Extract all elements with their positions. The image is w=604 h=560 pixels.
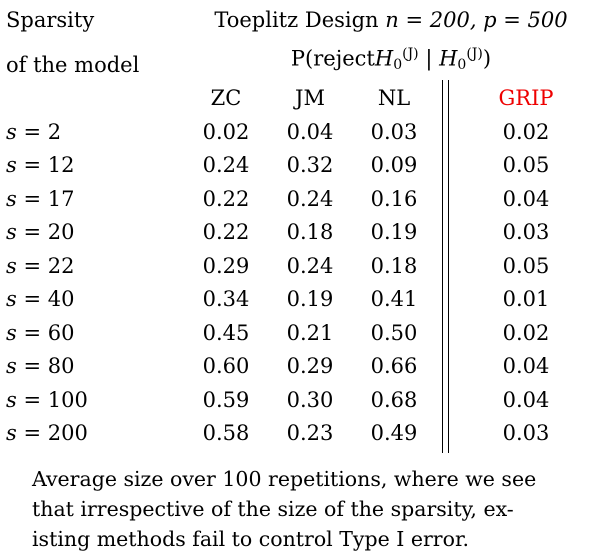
cell-zc: 0.22: [202, 186, 250, 211]
sparsity-symbol: s: [6, 354, 17, 379]
row-label-s40: [6, 283, 184, 317]
table-row: [6, 216, 598, 250]
cell-nl: 0.09: [370, 153, 418, 178]
row-label-s200: [6, 417, 184, 451]
reject-open: (reject: [305, 46, 375, 71]
sparsity-symbol: s: [6, 287, 17, 312]
double-rule-cell: [436, 417, 454, 451]
cell-grip: 0.02: [502, 320, 550, 345]
cell-grip: 0.01: [502, 287, 550, 312]
sparsity-value: = 17: [16, 186, 75, 211]
null-hypothesis-2-sub: 0: [457, 56, 467, 73]
cell-grip: 0.04: [502, 387, 550, 412]
row-label-s12: [6, 149, 184, 183]
vertical-double-rule: [442, 114, 449, 152]
column-header-jm: JM: [295, 86, 325, 111]
row-header-line-2: of the model: [6, 52, 140, 77]
cell-grip: 0.03: [502, 421, 550, 446]
sparsity-symbol: s: [6, 320, 17, 345]
sparsity-symbol: s: [6, 421, 17, 446]
results-table: [6, 4, 598, 451]
column-header-zc: ZC: [210, 86, 242, 111]
cell-nl: 0.16: [370, 186, 418, 211]
table-header-row: [6, 82, 598, 116]
cell-nl: 0.18: [370, 253, 418, 278]
double-rule-cell: [436, 283, 454, 317]
null-hypothesis-2-sup: (J): [466, 45, 483, 62]
cell-jm: 0.23: [286, 421, 334, 446]
cell-jm: 0.30: [286, 387, 334, 412]
vertical-double-rule: [442, 181, 449, 219]
table-title-row-1: [6, 4, 598, 38]
cell-zc: 0.22: [202, 220, 250, 245]
sparsity-value: = 20: [16, 220, 75, 245]
design-title-text: Toeplitz Design: [214, 8, 386, 32]
cell-nl: 0.41: [370, 287, 418, 312]
reject-close: ): [482, 46, 492, 71]
null-hypothesis-1: H: [374, 46, 394, 71]
table-row: [6, 183, 598, 217]
sparsity-value: = 2: [16, 119, 62, 144]
cell-grip: 0.05: [502, 253, 550, 278]
cell-grip: 0.05: [502, 153, 550, 178]
table-row: [6, 116, 598, 150]
table-row: [6, 283, 598, 317]
probability-symbol: P: [290, 46, 306, 71]
sparsity-symbol: s: [6, 387, 17, 412]
cell-zc: 0.24: [202, 153, 250, 178]
cell-jm: 0.19: [286, 287, 334, 312]
sparsity-symbol: s: [6, 253, 17, 278]
design-p: p = 500: [483, 8, 568, 32]
cell-grip: 0.04: [502, 186, 550, 211]
cell-zc: 0.29: [202, 253, 250, 278]
vertical-double-rule: [442, 315, 449, 353]
probability-expression: [184, 38, 598, 83]
double-rule-cell: [436, 250, 454, 284]
cell-zc: 0.02: [202, 119, 250, 144]
cell-zc: 0.60: [202, 354, 250, 379]
row-label-s80: [6, 350, 184, 384]
cell-jm: 0.24: [286, 186, 334, 211]
conditional-bar: |: [418, 46, 440, 71]
cell-grip: 0.03: [502, 220, 550, 245]
table-row: [6, 317, 598, 351]
cell-grip: 0.04: [502, 354, 550, 379]
sparsity-value: = 200: [16, 421, 88, 446]
cell-jm: 0.24: [286, 253, 334, 278]
vertical-double-rule: [442, 348, 449, 386]
cell-nl: 0.50: [370, 320, 418, 345]
vertical-double-rule: [442, 147, 449, 185]
caption-line-3: isting methods fail to control Type I error.: [32, 526, 470, 551]
cell-jm: 0.29: [286, 354, 334, 379]
sparsity-value: = 60: [16, 320, 75, 345]
cell-grip: 0.02: [502, 119, 550, 144]
table-row: [6, 417, 598, 451]
row-label-s20: [6, 216, 184, 250]
caption-line-1: Average size over 100 repetitions, where we see: [32, 466, 537, 491]
cell-nl: 0.68: [370, 387, 418, 412]
cell-jm: 0.32: [286, 153, 334, 178]
cell-jm: 0.04: [286, 119, 334, 144]
sparsity-value: = 80: [16, 354, 75, 379]
table-title-row-2: [6, 38, 598, 83]
sparsity-symbol: s: [6, 220, 17, 245]
cell-nl: 0.66: [370, 354, 418, 379]
vertical-double-rule: [442, 214, 449, 252]
vertical-double-rule: [442, 80, 449, 118]
row-label-s2: [6, 116, 184, 150]
null-hypothesis-2: H: [439, 46, 458, 71]
double-rule-cell: [436, 116, 454, 150]
double-rule-cell: [436, 317, 454, 351]
column-header-nl: NL: [377, 86, 411, 111]
design-title: [184, 4, 598, 38]
column-header-grip: GRIP: [498, 86, 554, 111]
table-row: [6, 149, 598, 183]
cell-zc: 0.34: [202, 287, 250, 312]
sparsity-symbol: s: [6, 119, 17, 144]
caption-line-2: that irrespective of the size of the sparsity, ex-: [32, 496, 514, 521]
cell-nl: 0.03: [370, 119, 418, 144]
sparsity-value: = 22: [16, 253, 75, 278]
row-label-s22: [6, 250, 184, 284]
design-n: n = 200,: [385, 8, 484, 32]
cell-jm: 0.18: [286, 220, 334, 245]
sparsity-symbol: s: [6, 153, 17, 178]
cell-zc: 0.59: [202, 387, 250, 412]
vertical-double-rule: [442, 382, 449, 420]
header-blank: [6, 82, 184, 116]
table-row: [6, 350, 598, 384]
null-hypothesis-1-sub: 0: [393, 56, 403, 73]
double-rule-cell: [436, 350, 454, 384]
double-rule-cell: [436, 384, 454, 418]
vertical-double-rule: [442, 248, 449, 286]
cell-nl: 0.49: [370, 421, 418, 446]
vertical-double-rule: [442, 281, 449, 319]
sparsity-symbol: s: [6, 186, 17, 211]
table-row: [6, 250, 598, 284]
figure-caption: [6, 464, 598, 554]
row-label-s17: [6, 183, 184, 217]
row-label-s60: [6, 317, 184, 351]
double-rule-header: [436, 82, 454, 116]
table-row: [6, 384, 598, 418]
cell-jm: 0.21: [286, 320, 334, 345]
row-header-line-1: Sparsity: [6, 8, 95, 32]
sparsity-value: = 100: [16, 387, 88, 412]
vertical-double-rule: [442, 415, 449, 453]
double-rule-cell: [436, 149, 454, 183]
cell-zc: 0.45: [202, 320, 250, 345]
sparsity-value: = 40: [16, 287, 75, 312]
cell-zc: 0.58: [202, 421, 250, 446]
double-rule-cell: [436, 216, 454, 250]
null-hypothesis-1-sup: (J): [402, 45, 419, 62]
cell-nl: 0.19: [370, 220, 418, 245]
sparsity-value: = 12: [16, 153, 75, 178]
row-label-s100: [6, 384, 184, 418]
double-rule-cell: [436, 183, 454, 217]
